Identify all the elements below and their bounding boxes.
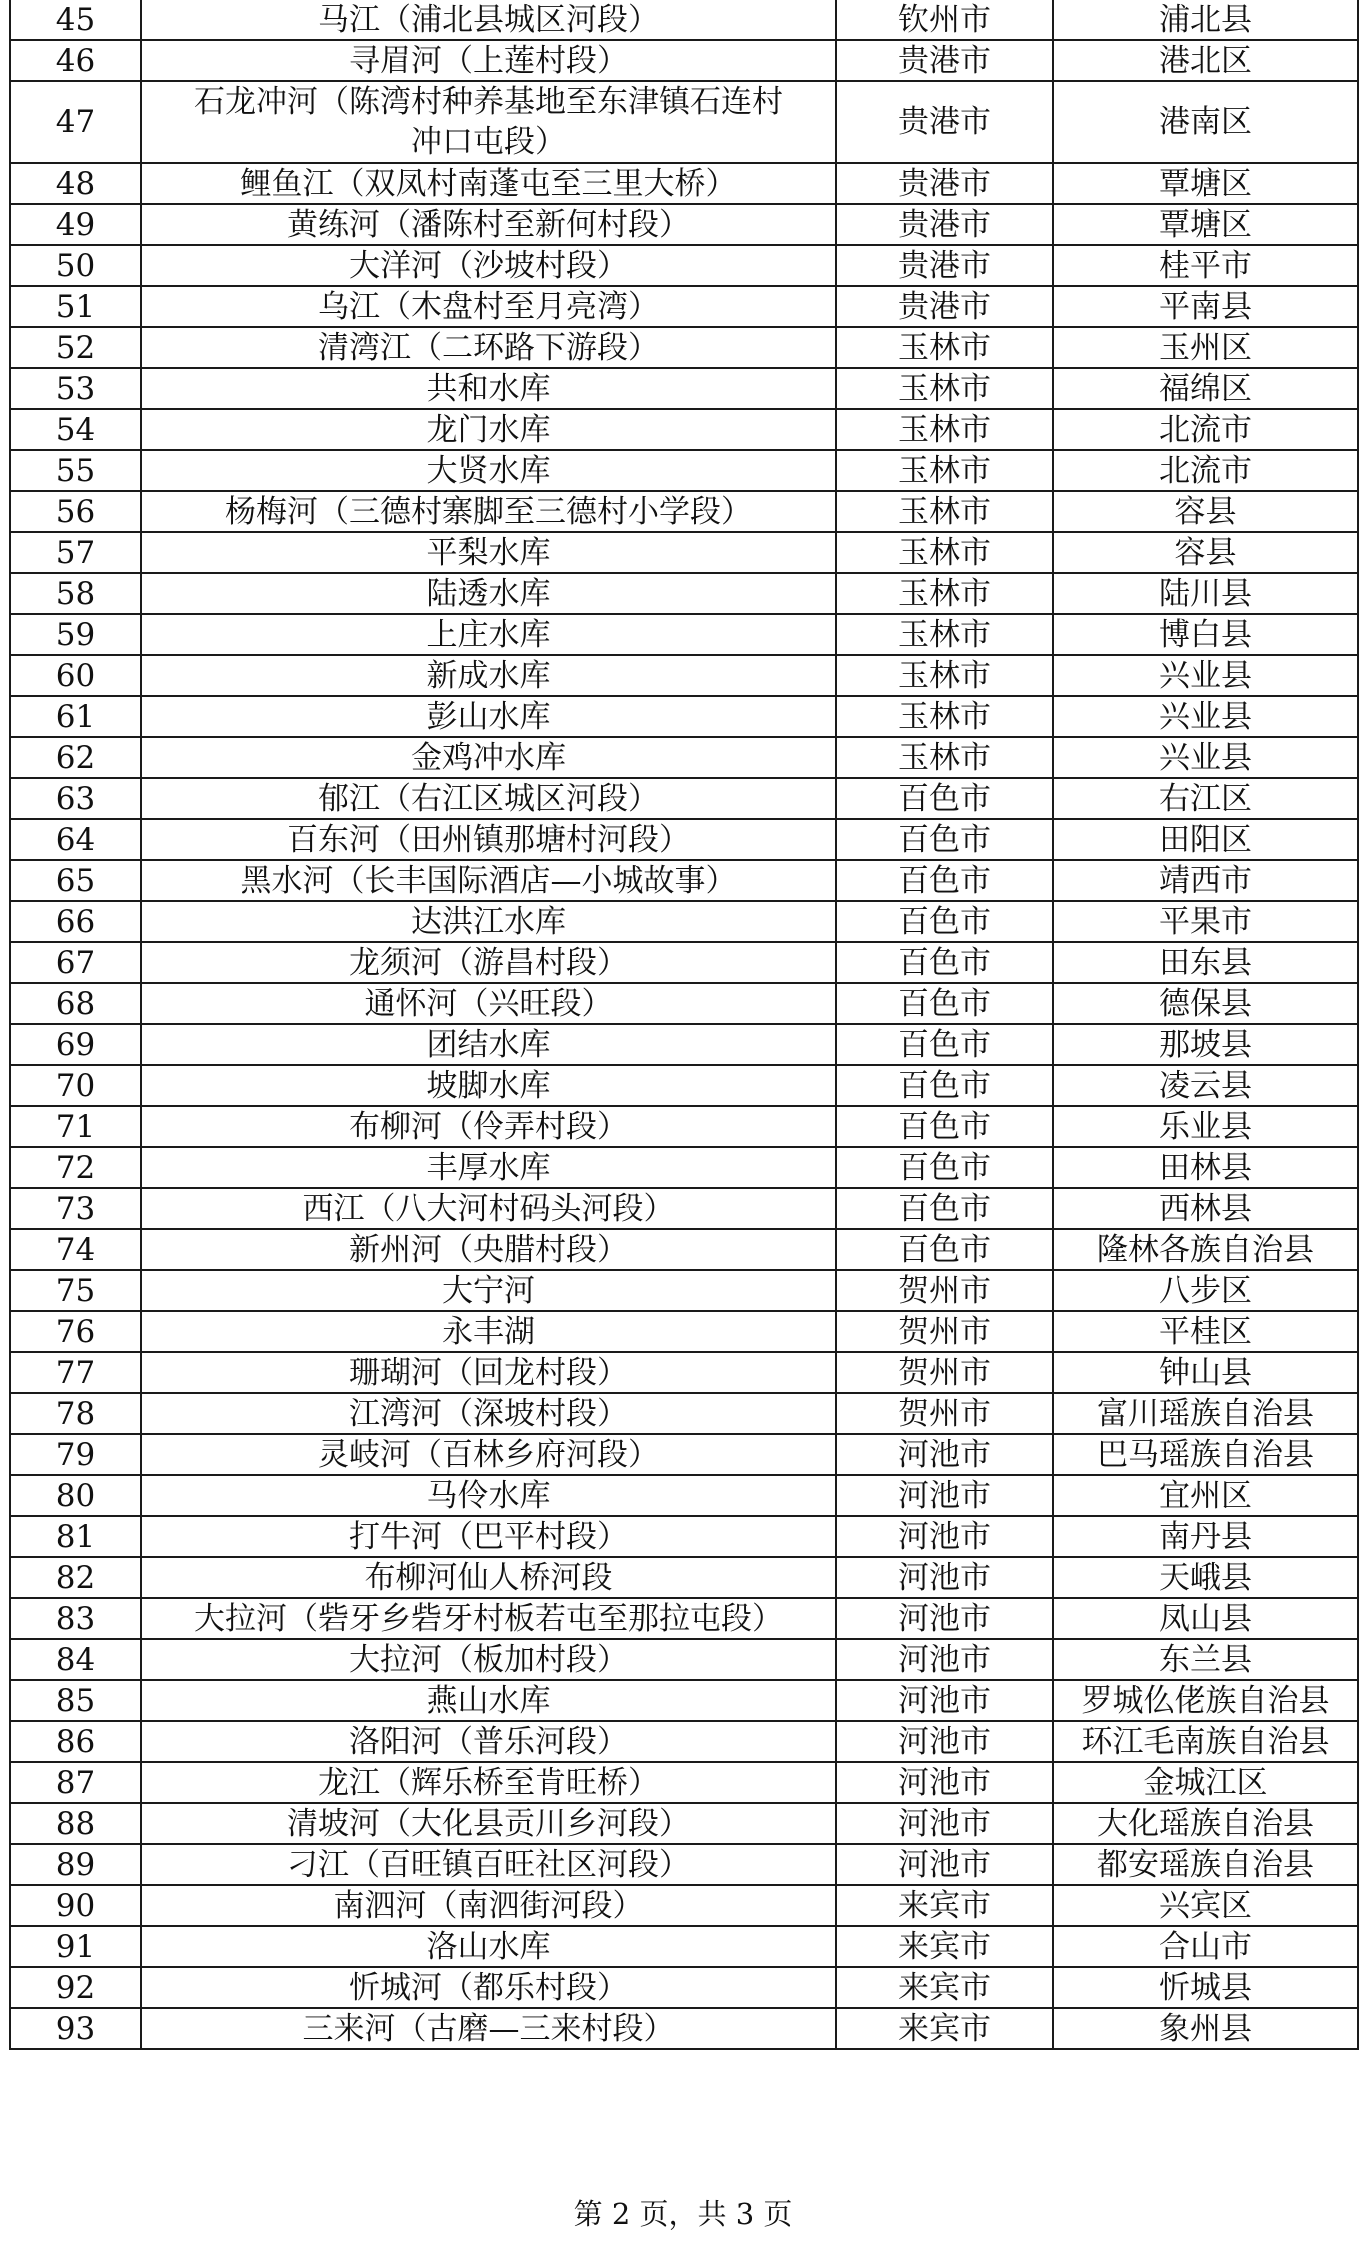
- city-cell: 来宾市: [836, 1967, 1053, 2008]
- table-row: [10, 286, 1358, 327]
- river-reservoir-table: [9, 0, 1359, 2050]
- city-cell: 玉林市: [836, 368, 1053, 409]
- table-row: [10, 1188, 1358, 1229]
- county-cell: 兴业县: [1053, 655, 1358, 696]
- table-row: [10, 1516, 1358, 1557]
- row-number-cell: 66: [10, 901, 141, 942]
- table-row: [10, 1311, 1358, 1352]
- row-number-cell: 72: [10, 1147, 141, 1188]
- table-row: [10, 368, 1358, 409]
- table-row: [10, 1147, 1358, 1188]
- row-number-cell: 75: [10, 1270, 141, 1311]
- city-cell: 贺州市: [836, 1352, 1053, 1393]
- table-row: [10, 450, 1358, 491]
- water-body-name-cell: 丰厚水库: [141, 1147, 836, 1188]
- water-body-name-cell: 大拉河（砦牙乡砦牙村板若屯至那拉屯段）: [141, 1598, 836, 1639]
- county-cell: 天峨县: [1053, 1557, 1358, 1598]
- table-row: [10, 81, 1358, 163]
- row-number-cell: 77: [10, 1352, 141, 1393]
- city-cell: 玉林市: [836, 655, 1053, 696]
- city-cell: 玉林市: [836, 409, 1053, 450]
- city-cell: 百色市: [836, 942, 1053, 983]
- county-cell: 覃塘区: [1053, 204, 1358, 245]
- county-cell: 容县: [1053, 491, 1358, 532]
- county-cell: 钟山县: [1053, 1352, 1358, 1393]
- county-cell: 港南区: [1053, 81, 1358, 163]
- city-cell: 玉林市: [836, 614, 1053, 655]
- water-body-name-cell: 寻眉河（上莲村段）: [141, 40, 836, 81]
- water-body-name-cell: 洛阳河（普乐河段）: [141, 1721, 836, 1762]
- county-cell: 罗城仫佬族自治县: [1053, 1680, 1358, 1721]
- table-row: [10, 1106, 1358, 1147]
- county-cell: 兴业县: [1053, 696, 1358, 737]
- table-row: [10, 1229, 1358, 1270]
- city-cell: 玉林市: [836, 491, 1053, 532]
- table-row: [10, 1639, 1358, 1680]
- water-body-name-cell: 彭山水库: [141, 696, 836, 737]
- water-body-name-cell: 洛山水库: [141, 1926, 836, 1967]
- water-body-name-cell: 清坡河（大化县贡川乡河段）: [141, 1803, 836, 1844]
- water-body-name-cell: 珊瑚河（回龙村段）: [141, 1352, 836, 1393]
- city-cell: 河池市: [836, 1516, 1053, 1557]
- city-cell: 贺州市: [836, 1270, 1053, 1311]
- table-row: [10, 1803, 1358, 1844]
- water-body-name-cell: 南泗河（南泗街河段）: [141, 1885, 836, 1926]
- table-row: [10, 245, 1358, 286]
- water-body-name-cell: 黑水河（长丰国际酒店—小城故事）: [141, 860, 836, 901]
- city-cell: 贵港市: [836, 245, 1053, 286]
- row-number-cell: 47: [10, 81, 141, 163]
- row-number-cell: 64: [10, 819, 141, 860]
- row-number-cell: 78: [10, 1393, 141, 1434]
- water-body-name-cell: 乌江（木盘村至月亮湾）: [141, 286, 836, 327]
- water-body-name-cell: 布柳河仙人桥河段: [141, 1557, 836, 1598]
- water-body-name-cell: 百东河（田州镇那塘村河段）: [141, 819, 836, 860]
- city-cell: 玉林市: [836, 450, 1053, 491]
- water-body-name-cell: 共和水库: [141, 368, 836, 409]
- row-number-cell: 49: [10, 204, 141, 245]
- county-cell: 桂平市: [1053, 245, 1358, 286]
- county-cell: 宜州区: [1053, 1475, 1358, 1516]
- table-row: [10, 1967, 1358, 2008]
- city-cell: 百色市: [836, 1106, 1053, 1147]
- table-row: [10, 778, 1358, 819]
- county-cell: 大化瑶族自治县: [1053, 1803, 1358, 1844]
- water-body-name-cell: 郁江（右江区城区河段）: [141, 778, 836, 819]
- water-body-name-cell: 鲤鱼江（双凤村南蓬屯至三里大桥）: [141, 163, 836, 204]
- county-cell: 田阳区: [1053, 819, 1358, 860]
- county-cell: 合山市: [1053, 1926, 1358, 1967]
- table-row: [10, 1598, 1358, 1639]
- row-number-cell: 93: [10, 2008, 141, 2049]
- water-body-name-cell: 布柳河（伶弄村段）: [141, 1106, 836, 1147]
- county-cell: 兴宾区: [1053, 1885, 1358, 1926]
- city-cell: 贵港市: [836, 204, 1053, 245]
- water-body-name-cell: 马伶水库: [141, 1475, 836, 1516]
- county-cell: 田林县: [1053, 1147, 1358, 1188]
- row-number-cell: 51: [10, 286, 141, 327]
- row-number-cell: 68: [10, 983, 141, 1024]
- row-number-cell: 91: [10, 1926, 141, 1967]
- row-number-cell: 46: [10, 40, 141, 81]
- county-cell: 平果市: [1053, 901, 1358, 942]
- water-body-name-cell: 大洋河（沙坡村段）: [141, 245, 836, 286]
- city-cell: 百色市: [836, 901, 1053, 942]
- county-cell: 右江区: [1053, 778, 1358, 819]
- water-body-name-cell: 通怀河（兴旺段）: [141, 983, 836, 1024]
- table-row: [10, 40, 1358, 81]
- water-body-name-cell: 新成水库: [141, 655, 836, 696]
- table-row: [10, 1475, 1358, 1516]
- county-cell: 凤山县: [1053, 1598, 1358, 1639]
- water-body-name-cell: 黄练河（潘陈村至新何村段）: [141, 204, 836, 245]
- table-row: [10, 573, 1358, 614]
- row-number-cell: 56: [10, 491, 141, 532]
- table-row: [10, 1885, 1358, 1926]
- water-body-name-cell: 新州河（央腊村段）: [141, 1229, 836, 1270]
- city-cell: 钦州市: [836, 0, 1053, 40]
- row-number-cell: 85: [10, 1680, 141, 1721]
- page-number-footer: 第 2 页，共 3 页: [573, 2197, 793, 2231]
- county-cell: 八步区: [1053, 1270, 1358, 1311]
- water-body-name-cell: 达洪江水库: [141, 901, 836, 942]
- city-cell: 百色市: [836, 1024, 1053, 1065]
- water-body-name-cell: 石龙冲河（陈湾村种养基地至东津镇石连村冲口屯段）: [141, 81, 836, 163]
- table-row: [10, 819, 1358, 860]
- county-cell: 南丹县: [1053, 1516, 1358, 1557]
- table-row: [10, 1721, 1358, 1762]
- county-cell: 田东县: [1053, 942, 1358, 983]
- water-body-name-cell: 龙江（辉乐桥至肯旺桥）: [141, 1762, 836, 1803]
- row-number-cell: 79: [10, 1434, 141, 1475]
- water-body-name-cell: 打牛河（巴平村段）: [141, 1516, 836, 1557]
- county-cell: 西林县: [1053, 1188, 1358, 1229]
- county-cell: 玉州区: [1053, 327, 1358, 368]
- county-cell: 靖西市: [1053, 860, 1358, 901]
- county-cell: 东兰县: [1053, 1639, 1358, 1680]
- city-cell: 百色市: [836, 819, 1053, 860]
- water-body-name-cell: 刁江（百旺镇百旺社区河段）: [141, 1844, 836, 1885]
- row-number-cell: 57: [10, 532, 141, 573]
- water-body-name-cell: 龙门水库: [141, 409, 836, 450]
- water-body-name-cell: 平梨水库: [141, 532, 836, 573]
- county-cell: 北流市: [1053, 450, 1358, 491]
- city-cell: 玉林市: [836, 573, 1053, 614]
- county-cell: 平桂区: [1053, 1311, 1358, 1352]
- row-number-cell: 73: [10, 1188, 141, 1229]
- table-row: [10, 327, 1358, 368]
- table-row: [10, 614, 1358, 655]
- table-row: [10, 860, 1358, 901]
- county-cell: 德保县: [1053, 983, 1358, 1024]
- table-row: [10, 983, 1358, 1024]
- table-row: [10, 696, 1358, 737]
- water-body-name-cell: 陆透水库: [141, 573, 836, 614]
- table-row: [10, 163, 1358, 204]
- row-number-cell: 89: [10, 1844, 141, 1885]
- county-cell: 凌云县: [1053, 1065, 1358, 1106]
- county-cell: 福绵区: [1053, 368, 1358, 409]
- city-cell: 百色市: [836, 778, 1053, 819]
- county-cell: 环江毛南族自治县: [1053, 1721, 1358, 1762]
- city-cell: 河池市: [836, 1598, 1053, 1639]
- city-cell: 贵港市: [836, 40, 1053, 81]
- table-row: [10, 2008, 1358, 2049]
- row-number-cell: 54: [10, 409, 141, 450]
- table-row: [10, 1065, 1358, 1106]
- water-body-name-cell: 马江（浦北县城区河段）: [141, 0, 836, 40]
- table-row: [10, 532, 1358, 573]
- county-cell: 容县: [1053, 532, 1358, 573]
- water-body-name-cell: 大贤水库: [141, 450, 836, 491]
- water-body-name-cell: 三来河（古磨—三来村段）: [141, 2008, 836, 2049]
- city-cell: 玉林市: [836, 327, 1053, 368]
- row-number-cell: 65: [10, 860, 141, 901]
- row-number-cell: 59: [10, 614, 141, 655]
- county-cell: 富川瑶族自治县: [1053, 1393, 1358, 1434]
- city-cell: 河池市: [836, 1803, 1053, 1844]
- row-number-cell: 67: [10, 942, 141, 983]
- row-number-cell: 81: [10, 1516, 141, 1557]
- water-body-name-cell: 大宁河: [141, 1270, 836, 1311]
- city-cell: 百色市: [836, 1065, 1053, 1106]
- row-number-cell: 90: [10, 1885, 141, 1926]
- county-cell: 隆林各族自治县: [1053, 1229, 1358, 1270]
- table-row: [10, 1270, 1358, 1311]
- water-body-name-cell: 杨梅河（三德村寨脚至三德村小学段）: [141, 491, 836, 532]
- county-cell: 港北区: [1053, 40, 1358, 81]
- row-number-cell: 74: [10, 1229, 141, 1270]
- county-cell: 巴马瑶族自治县: [1053, 1434, 1358, 1475]
- row-number-cell: 52: [10, 327, 141, 368]
- city-cell: 河池市: [836, 1721, 1053, 1762]
- water-body-name-cell: 江湾河（深坡村段）: [141, 1393, 836, 1434]
- table-row: [10, 491, 1358, 532]
- table-row: [10, 737, 1358, 778]
- row-number-cell: 69: [10, 1024, 141, 1065]
- city-cell: 河池市: [836, 1762, 1053, 1803]
- county-cell: 乐业县: [1053, 1106, 1358, 1147]
- row-number-cell: 88: [10, 1803, 141, 1844]
- row-number-cell: 55: [10, 450, 141, 491]
- table-row: [10, 1557, 1358, 1598]
- water-body-name-cell: 燕山水库: [141, 1680, 836, 1721]
- table-row: [10, 1762, 1358, 1803]
- row-number-cell: 48: [10, 163, 141, 204]
- city-cell: 百色市: [836, 1188, 1053, 1229]
- table-row: [10, 655, 1358, 696]
- county-cell: 都安瑶族自治县: [1053, 1844, 1358, 1885]
- city-cell: 玉林市: [836, 696, 1053, 737]
- city-cell: 百色市: [836, 860, 1053, 901]
- table-row: [10, 1393, 1358, 1434]
- city-cell: 百色市: [836, 983, 1053, 1024]
- county-cell: 浦北县: [1053, 0, 1358, 40]
- table-row: [10, 204, 1358, 245]
- city-cell: 河池市: [836, 1475, 1053, 1516]
- row-number-cell: 50: [10, 245, 141, 286]
- city-cell: 百色市: [836, 1229, 1053, 1270]
- water-body-name-cell: 西江（八大河村码头河段）: [141, 1188, 836, 1229]
- water-body-name-cell: 大拉河（板加村段）: [141, 1639, 836, 1680]
- row-number-cell: 86: [10, 1721, 141, 1762]
- county-cell: 陆川县: [1053, 573, 1358, 614]
- county-cell: 博白县: [1053, 614, 1358, 655]
- row-number-cell: 82: [10, 1557, 141, 1598]
- city-cell: 来宾市: [836, 1926, 1053, 1967]
- row-number-cell: 62: [10, 737, 141, 778]
- city-cell: 贵港市: [836, 163, 1053, 204]
- county-cell: 象州县: [1053, 2008, 1358, 2049]
- row-number-cell: 83: [10, 1598, 141, 1639]
- water-body-name-cell: 清湾江（二环路下游段）: [141, 327, 836, 368]
- city-cell: 贺州市: [836, 1311, 1053, 1352]
- row-number-cell: 45: [10, 0, 141, 40]
- row-number-cell: 61: [10, 696, 141, 737]
- row-number-cell: 60: [10, 655, 141, 696]
- city-cell: 贺州市: [836, 1393, 1053, 1434]
- table-row: [10, 1680, 1358, 1721]
- county-cell: 平南县: [1053, 286, 1358, 327]
- city-cell: 来宾市: [836, 1885, 1053, 1926]
- row-number-cell: 87: [10, 1762, 141, 1803]
- water-body-name-cell: 忻城河（都乐村段）: [141, 1967, 836, 2008]
- row-number-cell: 80: [10, 1475, 141, 1516]
- county-cell: 兴业县: [1053, 737, 1358, 778]
- table-row: [10, 1926, 1358, 1967]
- city-cell: 百色市: [836, 1147, 1053, 1188]
- water-body-name-cell: 灵岐河（百林乡府河段）: [141, 1434, 836, 1475]
- water-body-name-cell: 上庄水库: [141, 614, 836, 655]
- table-row: [10, 1844, 1358, 1885]
- table-body: [10, 0, 1358, 2049]
- table-row: [10, 1434, 1358, 1475]
- county-cell: 覃塘区: [1053, 163, 1358, 204]
- city-cell: 玉林市: [836, 737, 1053, 778]
- table-row: [10, 0, 1358, 40]
- water-body-name-cell: 永丰湖: [141, 1311, 836, 1352]
- county-cell: 那坡县: [1053, 1024, 1358, 1065]
- city-cell: 贵港市: [836, 286, 1053, 327]
- table-row: [10, 1024, 1358, 1065]
- row-number-cell: 92: [10, 1967, 141, 2008]
- water-body-name-cell: 团结水库: [141, 1024, 836, 1065]
- city-cell: 河池市: [836, 1844, 1053, 1885]
- row-number-cell: 53: [10, 368, 141, 409]
- county-cell: 金城江区: [1053, 1762, 1358, 1803]
- water-body-name-cell: 龙须河（游昌村段）: [141, 942, 836, 983]
- table-row: [10, 409, 1358, 450]
- row-number-cell: 58: [10, 573, 141, 614]
- city-cell: 河池市: [836, 1680, 1053, 1721]
- county-cell: 北流市: [1053, 409, 1358, 450]
- water-body-name-cell: 金鸡冲水库: [141, 737, 836, 778]
- city-cell: 河池市: [836, 1557, 1053, 1598]
- city-cell: 河池市: [836, 1639, 1053, 1680]
- water-body-name-cell: 坡脚水库: [141, 1065, 836, 1106]
- table-row: [10, 942, 1358, 983]
- county-cell: 忻城县: [1053, 1967, 1358, 2008]
- table-row: [10, 901, 1358, 942]
- city-cell: 河池市: [836, 1434, 1053, 1475]
- row-number-cell: 84: [10, 1639, 141, 1680]
- row-number-cell: 70: [10, 1065, 141, 1106]
- row-number-cell: 76: [10, 1311, 141, 1352]
- table-row: [10, 1352, 1358, 1393]
- city-cell: 玉林市: [836, 532, 1053, 573]
- row-number-cell: 63: [10, 778, 141, 819]
- row-number-cell: 71: [10, 1106, 141, 1147]
- city-cell: 贵港市: [836, 81, 1053, 163]
- city-cell: 来宾市: [836, 2008, 1053, 2049]
